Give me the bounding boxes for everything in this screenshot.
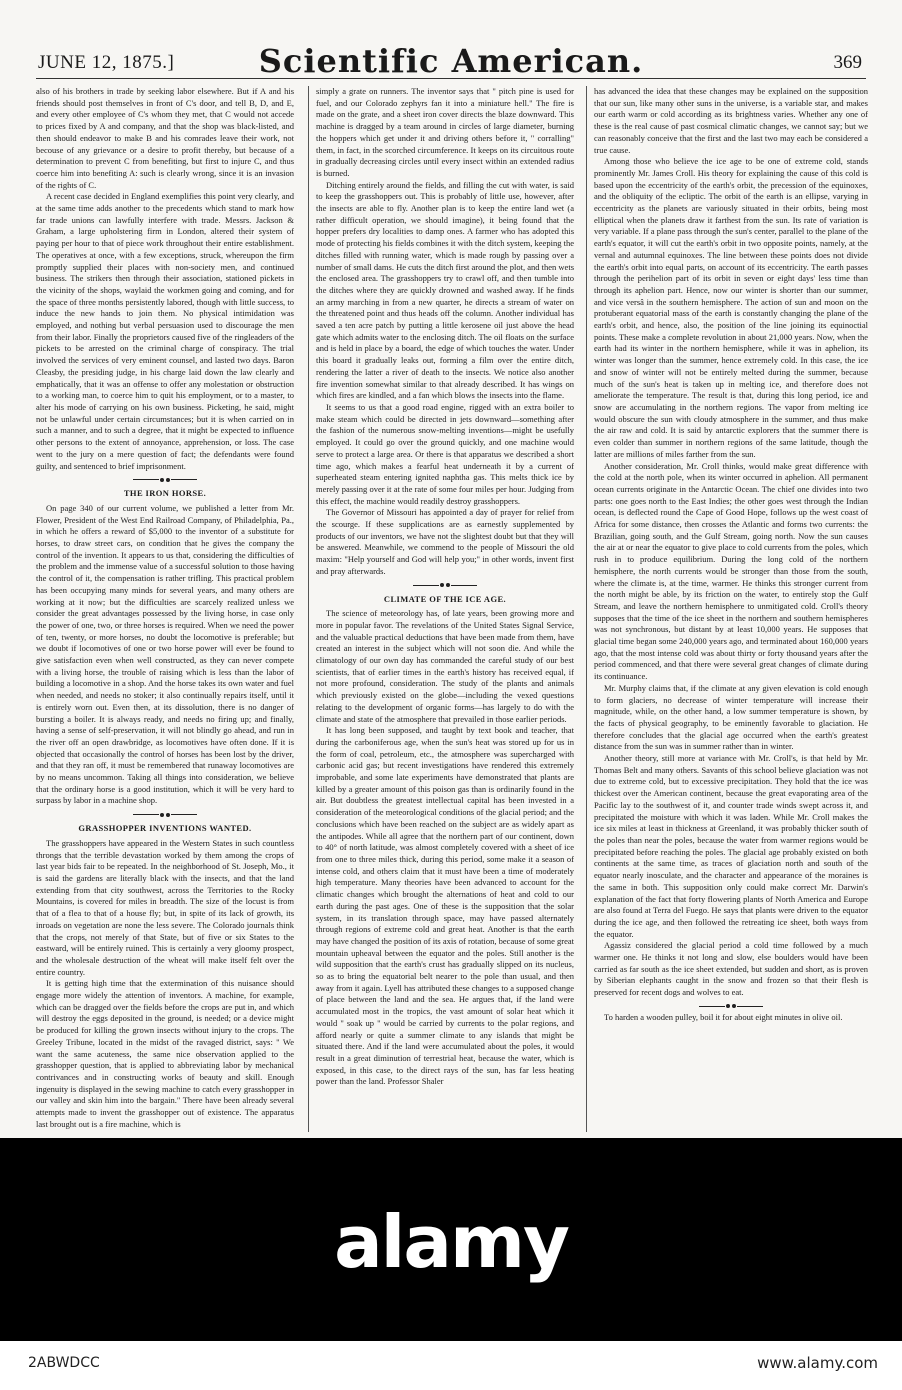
paragraph: It is getting high time that the extermination of this nuisance should engage more widely the attention of inventors. A machine, for example, which can be dragged over the fields before the crops are put in, and which will destroy the eggs deposited in the ground, is needed; or a device might be produced for killing the grown insects without injury to the crops. The Greeley Tribune, located in the midst of the ravaged district, says: " We want the same acuteness, the same nice observation applied to the grasshopper question, that is applied to abbreviating labor by mechanical contrivances and in constructing works of beauty and skill. Enough ingenuity is displayed in the sewing machine to catch every grasshopper in our valley and skin him into the bargain." There have been already several attempts made to invent the grasshopper out of existence. The apparatus last brought out is a fire machine, which is [36, 978, 294, 1129]
paragraph: The science of meteorology has, of late years, been growing more and more in popular favor. The revelations of the United States Signal Service, and the valuable practical deductions that have been made from them, have created an interest in the subject which will not soon die. And while the climatology of our own day has commanded the careful study of our best scientists, that of earlier times in the earth's history has received equal, if not more profound, consideration. The study of the plants and animals which previously existed on the globe—including the vexed questions relating to the development of organic forms—has largely to do with the climate and state of the atmosphere that prevailed in those earlier periods. [316, 608, 574, 724]
paragraph: also of his brothers in trade by seeking labor elsewhere. But if A and his friends should post themselves in front of C's door, and tell B, D, and E, and every other employee of C's whom they met, that C would not accede to prices fixed by A and company, and that the shop was black-listed, and then should endeavor to make B and his comrades leave their work, not becouse of any grievance or a desire to profit thereby, but because of a determination to prevent C from benefiting, but first to injure C, and thus coerce him into benefiting A: such is clearly wrong, since it is an invasion of the rights of C. [36, 86, 294, 190]
section-divider [594, 1001, 868, 1012]
site-url: www.alamy.com [757, 1354, 878, 1372]
footer-bar [0, 1341, 902, 1390]
section-divider [316, 580, 574, 591]
column-rule [308, 86, 309, 1132]
paragraph: The grasshoppers have appeared in the Western States in such countless throngs that the terrible devastation worked by them among the crops of last year bids fair to be repeated. In the neighborhood of St. Joseph, Mo., it is said the gardens are literally black with the insects, and that the land extending from that city southwest, across the Territories to the Rocky Mountains, is covered for miles in breadth. The size of the locust is from that of a flea to that of a house fly; but, in spite of its lack of growth, its inroads on vegetation are none the less severe. The Colorado journals think that the crops, not merely of that State, but of five or six States to the eastward, will be entirely ruined. This is certainly a very gloomy prospect, and the wholesale destruction of the wheat will make itself felt over the entire country. [36, 837, 294, 977]
paragraph: Mr. Murphy claims that, if the climate at any given elevation is cold enough to form glaciers, no decrease of winter temperature will increase their magnitude, while, on the other hand, a low summer temperature is shown, by the facts of physical geography, to be eminently favorable to glaciation. He therefore concludes that the glacial age occurred when the earth's greatest distance from the sun was in summer rather than in winter. [594, 682, 868, 752]
column-2 [316, 86, 574, 1136]
section-title-iron-horse: THE IRON HORSE. [123, 488, 207, 499]
header-rule [36, 78, 866, 79]
paragraph: Agassiz considered the glacial period a cold time followed by a much warmer one. He thinks it not long and slow, else boulders would have been carried as far south as the ice sheet extended, but sudden and short, as is proven by Siberian elephants caught in the snow and frozen so that their flesh is preserved for recent dogs and wolves to eat. [594, 940, 868, 998]
column-3 [594, 86, 868, 1136]
page-number: 369 [833, 52, 862, 73]
paragraph: On page 340 of our current volume, we published a letter from Mr. Flower, President of the West End Railroad Company, of Philadelphia, Pa., in which he offers a reward of $5,000 to the inventor of a substitute for horses, to draw street cars, on condition that he gives the company the control of the invention. It appears to us that, considering the difficulties of the problem and the immense value of a successful solution to those having the control of it, the compensation is rather trifling. This practical problem has been occupying many minds for several years, and many others are working at it now; but the difficulties are scarcely realized unless we consider the great advantages possessed by the living horse, in case only the power of one, two, or three horses is required. When we need the power of ten, twenty, or more horses, no doubt the locomotive is preferable; but we doubt if locomotives of one or two horse power will ever be found to give satisfaction even when well constructed, as they can never compete with a living horse, the trouble of raising which is less than the labor of building a locomotive in a shop. And the horse takes its own water and fuel when needed, and needs no stoker; it also continually repairs itself, until it is entirely worn out. Even then, at its dissolution, there is no danger of bursting a boiler. It is always ready, and needs no firing up; and finally, having a sense of self-preservation, it will not blindly go ahead, and run in the river off an open drawbridge, as locomotives have often done. If it is objected that occasionally the control of horses has been lost by the driver, and that they ran off, it must be remembered that runaway locomotives are by no means uncommon. Taking all things into consideration, we believe that the ordinary horse is a good institution, which it will be very hard to surpass by labor in a machine shop. [36, 502, 294, 806]
image-id: 2ABWDCC [28, 1355, 100, 1371]
paragraph: Another consideration, Mr. Croll thinks, would make great difference with the cold at the north pole, when its winter occurred in aphelion. All permanent ocean currents originate in the Antarctic Ocean. The chief one divides into two parts: one goes north to the East Indies; the other goes west through the Indian ocean, is deflected round the Cape of Good Hope, follows up the west coast of Africa for some distance, then crosses the Atlantic and forms two currents: the Brazilian, going south, and the Gulf Stream, going north. Now the sun causes the air at or near the equator to give place to cold currents from the poles, which rush in to produce equilibrium. During the long cold of the northern hemisphere, the north currents would be stronger than those from the south, where the climate is, at the time, warmer. He thinks this stronger current from the north might be able, by its friction on the water, to entirely stop the Gulf Stream, and leave the northern hemisphere to unmitigated cold. Croll's theory supposes that the time of the ice sheet in the northern and southern hemispheres was not synchronous, but distant by at least 10,000 years. He supposes that glacial time began some 240,000 years ago, and terminated about 160,000 years ago, that the most intense cold was about thirty or forty thousand years after the period commenced, and that there were several great changes of climate during its continuance. [594, 460, 868, 682]
section-title-grasshopper: GRASSHOPPER INVENTIONS WANTED. [78, 823, 252, 834]
paragraph: Ditching entirely around the fields, and filling the cut with water, is said to keep the grasshoppers out. This is probably of little use, however, after the insects are able to fly. Another plan is to keep the entire land wet (a rather difficult operation, we should imagine), it being found that the hopper prefers dry localities to damp ones. A farmer who has adopted this mode of protecting his fields combines it with the ditch system, keeping the ditches filled with running water, which is made rough by passing over a number of small dams. He cuts the ditch first around the plot, and then wets the enclosed area. The grasshoppers try to crawl off, and then tumble into the ditches where they are quickly drowned and washed away. If he finds an army marching in from a new quarter, he directs a stream of water on the threatened point and thus heads off the column. Another individual has saved a ten acre patch by putting a little kerosene oil just above the head gate which admits water to the enclosing ditch. The oil floats on the surface and is held in place by a board, the edge of which touches the water. Under this board it gradually leaks out, forming a film over the entire ditch, rendering the latter a river of death to the insects. We notice also another fire invention somewhat similar to that already described. It has wings on which fires are kindled, and a fan which blows the insects into the flame. [316, 179, 574, 401]
paragraph: The Governor of Missouri has appointed a day of prayer for relief from the scourge. If these supplications are as earnestly supplemented by products of our inventors, we have not the slightest doubt but that they will be answered. Meanwhile, we commend to the people of Missouri the old maxim: "Help yourself and God will help you;" in other words, invent first and pray afterwards. [316, 507, 574, 576]
section-title-ice-age: CLIMATE OF THE ICE AGE. [383, 593, 507, 604]
column-rule [586, 86, 587, 1132]
section-divider [36, 809, 294, 820]
issue-date: JUNE 12, 1875.] [38, 52, 175, 73]
paragraph: It seems to us that a good road engine, rigged with an extra boiler to make steam which could be directed in jets downward—something after the fashion of the numerous snow-melting inventions—might be usefully employed. It could go over the ground quickly, and one machine would serve to protect a large area. Or there is that apparatus we described a short time ago, which makes a fearful heat underneath it by a current of superheated steam entering ignited naphtha gas. This melts thick ice by merely passing over it at the rate of some four miles per hour. Judging from this effect, the machine would readily destroy grasshoppers. [316, 401, 574, 506]
paragraph: It has long been supposed, and taught by text book and teacher, that during the carboniferous age, when the sun's heat was stored up for us in the form of coal, petroleum, etc., the atmosphere was supercharged with carbonic acid gas; but recent investigations have rendered this extremely improbable, and some late experiments have demonstrated that plants are killed by a greater amount of this poison gas than is ordinarily found in the air. But doubtless the greatest intellectual capital has been invested in a consideration of the meteorological conditions of the glacial period; and the conclusions which have been reached on the subject are as widely apart as the antipodes. While all agree that the northern part of our continent, down to 40° of north latitude, was almost completely covered with a sheet of ice from one to three miles thick, during this period, some make it a season of intense cold, and others claim that it must have been a time of moderately high temperature. Many theories have been advanced to account for the climatic changes which brought the alternations of heat and cold to our earth during the past ages. One of these is the supposition that the solar system, in its translation through space, may have passed alternately through regions of extreme cold and great heat. Another is that the earth may have changed the position of its axis of rotation, because of some great mountain upheaval between the equator and the poles. Still another is the wild supposition that the earth's crust has gradually slipped on its nucleus, so as to bring the equatorial belt nearer to the pole than usual, and then away from it again. Lyell has attributed these changes to a supposed change of place between the land and the sea. He argues that, if the land were accumulated most in the tropics, the vast amount of solar heat which it would " soak up " would be carried by currents to the polar regions, and afford nearly or quite a summer climate to any islands that might be situated there. And if the land were accumulated about the poles, it would result in a great diminution of terrestrial heat, because the water, which is exposed, in this case, to the direct rays of the sun, has far less heating power than the land. Professor Shaler [316, 725, 574, 1087]
watermark-footer [0, 1138, 902, 1390]
alamy-logo: alamy [334, 1200, 568, 1284]
closing-note: To harden a wooden pulley, boil it for about eight minutes in olive oil. [604, 1011, 843, 1022]
paragraph: A recent case decided in England exemplifies this point very clearly, and at the same time adds another to the precedents which stand to mark how far trade unions can lawfully interfere with trade. Messrs. Jackson & Graham, a large upholstering firm in London, altered their system of paying per hour to that of piece work throughout their entire establishment. The operatives at once, with a few exceptions, struck, whereupon the firm promptly supplied their places with non-society men, and continued business. The strikers then through their association, stationed pickets in the vicinity of the shops, waylaid the workmen going and coming, and for the space of three months persistently labored, though with little success, to induce the new hands to join them. No physical intimidation was employed, and nothing but verbal persuasion used to discourage the men from their labor. Finally the proprietors caused five of the ringleaders of the pickets to be arrested on the criminal charge of conspiracy. The trial involved the services of very eminent counsel, and lasted two days. Baron Cleasby, the presiding judge, in his charge laid down the law clearly and emphatically, that it was an offense to offer any molestation or obstruction to a working man, to coerce him to quit his employment, or to a master, to alter his mode of carrying on his own business. Picketing, he said, might not be unlawful under certain circumstances; but it is when carried on in such a manner, and to such a degree, that it might be expected to influence other persons to the extent of annoyance, apprehension, or loss. The case went to the jury on a mere question of fact; the defendants were found guilty, and sentenced to brief imprisonment. [36, 191, 294, 471]
page-header [0, 0, 902, 92]
column-1 [36, 86, 294, 1136]
section-divider [36, 474, 294, 485]
paragraph: Among those who believe the ice age to be one of extreme cold, stands prominently Mr. James Croll. His theory for explaining the cause of this cold is based upon the eccentricity of the earth's orbit, the precession of the equinoxes, and the obliquity of the ecliptic. The orbit of the earth is an ellipse, varying in eccentricity as the planets are variously situated in their orbits, being most elliptical when the planets draw it farthest from the sun. Its rate of variation is very variable. If a plane pass through the sun's center, parallel to the plane of the earth's equator, it will cut the earth's orbit in two opposite points, namely, at the vernal and autumnal equinoxes. The line between these points does not divide the earth's orbit into equal parts, on account of its eccentricity. The earth passes through the perihelion part of its orbit in seven or eight days' less time than through its aphelion part. Hence, now our winter is shorter than our summer, and vice versâ in the southern hemisphere. The action of sun and moon on the protuberant equatorial mass of the earth is constantly changing the plane of the earth's orbit, and hence, also, the position of the line joining its equinoctial points. These make a complete revolution in about 21,000 years. Now, when the earth had its winter in the northern hemisphere, while it was in aphelion, its winter was longer than the summer, hence extremely cold. In this case, the ice and snow of winter will not be entirely melted during the summer, because much of the sun's heat is taken up in melting ice, and therefore does not ameliorate the temperature. The result is that, during this long period, ice and snow are accumulating in the northern regions. The vapor from melting ice would obscure the sun with cloudy atmosphere in the summer, and thus make the air raw and cold. It is said by antarctic explorers that the summer there is even colder than summer in northern regions of the same latitude, though the latter are millions of miles farther from the sun. [594, 156, 868, 459]
paragraph: Another theory, still more at variance with Mr. Croll's, is that held by Mr. Thomas Belt and many others. Savants of this school believe glaciation was not due to extreme cold, but to excessive precipitation. They hold that the ice was thickest over the American continent, because the great evaporating area of the Pacific lay to the southwest of it, and counter trade winds swept across it, and precipitated the moisture with which it was laden. While Mr. Croll makes the ice six miles at least in thickness at Greenland, it was probably thicker south of the poles than near the poles, because the water from warmer regions would be precipitated before reaching the poles. The glacial age probably existed on both continents at the same time, as traces of glaciation north and south of the equator nearly inosculate, and the character and appearance of the moraines is the same in both. This supposition only could make correct Mr. Darwin's explanation of the fact that forty flowering plants of North America and Europe are also found at Terra del Fuego. He says that plants were driven to the equator during the ice age, and then followed the retreating ice sheet, both ways from the equator. [594, 753, 868, 939]
masthead-title: Scientific American. [258, 42, 644, 80]
paragraph: simply a grate on runners. The inventor says that " pitch pine is used for fuel, and our Colorado zephyrs fan it into a miniature hell." The fire is made on the grate, and a sheet iron cover directs the blaze downward. This machine is dragged by a team around in circles of large diameter, burning the hoppers which get under it and driving others before it, " corralling" them, in fact, in the scorched circumference. It keeps on its circuitous route in gradually decreasing circles until every insect within an extended radius is burned. [316, 86, 574, 178]
paragraph: has advanced the idea that these changes may be explained on the supposition that our sun, like many other suns in the universe, is a variable star, and makes our earth warm or cold according as its brightness varies. Whether any one of these is the real cause of past cosmical climatic changes, we cannot say; but we can reasonably conceive that the first and the last two may each be considered a true cause. [594, 86, 868, 155]
